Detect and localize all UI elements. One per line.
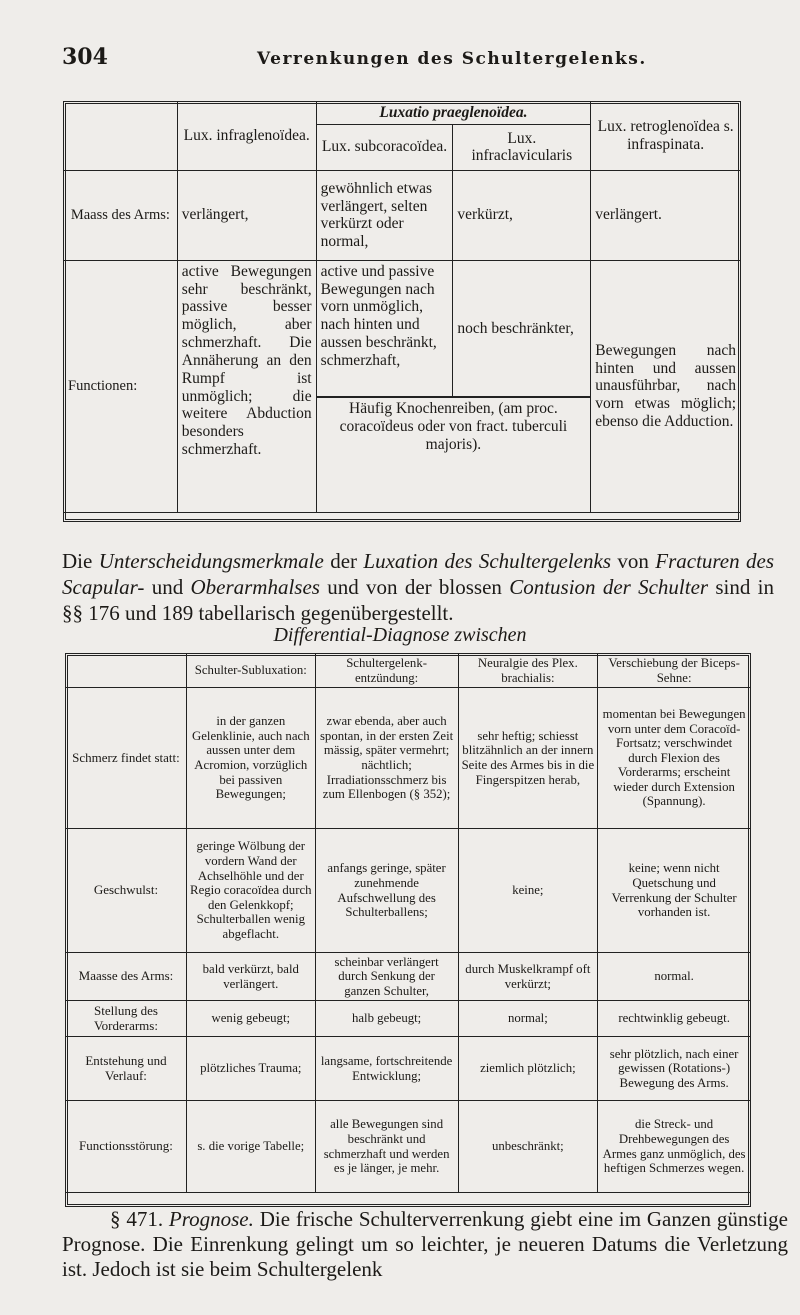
table1-cell: gewöhnlich etwas verlängert, selten verkürzt oder normal, <box>316 170 453 260</box>
page-number: 304 <box>62 44 108 70</box>
paragraph-text: und von der blossen <box>319 575 510 599</box>
table2-cell: normal. <box>598 953 751 1001</box>
table2-cell: die Streck- und Drehbewegungen des Armes ganz unmöglich, des heftigen Schmerzes wegen. <box>598 1101 751 1193</box>
table2-cell: wenig gebeugt; <box>186 1001 315 1037</box>
table1-col-header: Lux. infraclavicularis <box>453 124 591 170</box>
table2-col-header: Schulter-Subluxation: <box>186 654 315 688</box>
table2-row-label: Entstehung und Verlauf: <box>66 1037 187 1101</box>
paragraph-italic: Contusion der Schulter <box>509 575 709 599</box>
table2-row-label: Maasse des Arms: <box>66 953 187 1001</box>
table1-row-label: Maass des Arms: <box>64 170 178 260</box>
paragraph-text: von <box>611 549 656 573</box>
differential-diagnosis-table <box>65 653 751 1193</box>
table1-cell: verlängert, <box>177 170 316 260</box>
section-number: § 471. <box>110 1207 164 1231</box>
table2-col-header: Verschiebung der Biceps-Sehne: <box>598 654 751 688</box>
paragraph-text: Die frische Schulterverrenkung giebt eine im Ganzen günstige Prognose. Die Einrenkung gelingt um so leichter, je neueren Datums die Verletzung ist. Jedoch ist sie beim Schultergelenk <box>62 1207 788 1281</box>
paragraph-italic: Luxation des Schultergelenks <box>363 549 611 573</box>
table2-row-label: Geschwulst: <box>66 829 187 953</box>
table2-cell: momentan bei Bewegungen vorn unter dem Coracoïd-Fortsatz; verschwindet durch Flexion des Vorderarms; erscheint wieder durch Extension (Spannung). <box>598 688 751 829</box>
table2-col-header: Neuralgie des Plex. brachialis: <box>458 654 598 688</box>
table2-row-label: Stellung des Vorderarms: <box>66 1001 187 1037</box>
table2-cell: sehr heftig; schiesst blitzähnlich an der innern Seite des Armes bis in die Fingerspitzen herab, <box>458 688 598 829</box>
table2-cell: langsame, fortschreitende Entwicklung; <box>315 1037 458 1101</box>
table2-corner <box>66 654 187 688</box>
table1-cell: verkürzt, <box>453 170 591 260</box>
table2-cell: bald verkürzt, bald verlängert. <box>186 953 315 1001</box>
table2-cell: zwar ebenda, aber auch spontan, in der ersten Zeit mässig, später vermehrt; nächtlich; Irradiationsschmerz bis zum Ellenbogen (§ 352); <box>315 688 458 829</box>
table2-cell: halb gebeugt; <box>315 1001 458 1037</box>
table1-cell: noch beschränkter, <box>453 260 591 397</box>
table2-cell: in der ganzen Gelenklinie, auch nach aussen unter dem Acromion, vorzüglich bei passiven Bewegungen; <box>186 688 315 829</box>
table1-cell: active und passive Bewegungen nach vorn unmöglich, nach hinten und aussen beschränkt, schmerzhaft, <box>316 260 453 397</box>
table1-cell: active Bewegungen sehr beschränkt, passive besser möglich, aber schmerzhaft. Die Annäherung an den Rumpf ist unmöglich; die weitere Abduction besonders schmerzhaft. <box>177 260 316 512</box>
table2-row-label: Functionsstörung: <box>66 1101 187 1193</box>
table2-cell: keine; wenn nicht Quetschung und Verrenkung der Schulter vorhanden ist. <box>598 829 751 953</box>
running-title: Verrenkungen des Schultergelenks. <box>257 49 647 69</box>
table2-cell: normal; <box>458 1001 598 1037</box>
prognosis-paragraph <box>62 1207 788 1282</box>
table1-col-header: Lux. subcoracoïdea. <box>316 124 453 170</box>
table2-cell: anfangs geringe, später zunehmende Aufschwellung des Schulterballens; <box>315 829 458 953</box>
paragraph-text: und <box>144 575 191 599</box>
running-header <box>62 44 752 74</box>
table1-cell: Bewegungen nach hinten und aussen unausführbar, nach vorn etwas möglich; ebenso die Adduction. <box>591 260 741 512</box>
table2-cell: rechtwinklig gebeugt. <box>598 1001 751 1037</box>
table2-cell: s. die vorige Tabelle; <box>186 1101 315 1193</box>
table2-col-header: Schultergelenk-entzündung: <box>315 654 458 688</box>
paragraph-italic: Fracturen des Scapular- <box>62 549 774 599</box>
table2-cell: scheinbar verlängert durch Senkung der ganzen Schulter, <box>315 953 458 1001</box>
paragraph-italic: Unterscheidungsmerkmale <box>98 549 324 573</box>
table1-row-label: Functionen: <box>64 260 178 512</box>
table1-cell: verlängert. <box>591 170 741 260</box>
table1-col-header: Lux. infraglenoïdea. <box>177 102 316 171</box>
table2-cell: plötzliches Trauma; <box>186 1037 315 1101</box>
paragraph-text: der <box>323 549 364 573</box>
table2-row-label: Schmerz findet statt: <box>66 688 187 829</box>
section-heading: Prognose. <box>168 1207 254 1231</box>
table1-corner <box>64 102 178 171</box>
luxation-comparison-table <box>63 101 741 513</box>
distinction-paragraph <box>62 548 774 626</box>
table2-cell: alle Bewegungen sind beschränkt und schmerzhaft und werden es je länger, je mehr. <box>315 1101 458 1193</box>
paragraph-text: sind in §§ 176 und 189 tabellarisch gegenübergestellt. <box>62 575 774 625</box>
table1-shared-note: Häufig Knochenreiben, (am proc. coracoïdeus oder von fract. tuberculi majoris). <box>316 397 591 512</box>
table2-cell: geringe Wölbung der vordern Wand der Achselhöhle und der Regio coracoïdea durch den Gelenkkopf; Schulterballen wenig abgeflacht. <box>186 829 315 953</box>
paragraph-italic: Oberarmhalses <box>190 575 320 599</box>
table2-cell: ziemlich plötzlich; <box>458 1037 598 1101</box>
table2-cell: unbeschränkt; <box>458 1101 598 1193</box>
paragraph-text: Die <box>62 549 99 573</box>
table2-cell: durch Muskelkrampf oft verkürzt; <box>458 953 598 1001</box>
table2-cell: sehr plötzlich, nach einer gewissen (Rotations-) Bewegung des Arms. <box>598 1037 751 1101</box>
table1-col-header: Lux. retroglenoïdea s. infraspinata. <box>591 102 741 171</box>
table2-cell: keine; <box>458 829 598 953</box>
table1-group-header: Luxatio praeglenoïdea. <box>316 102 591 125</box>
differential-diagnosis-title: Differential-Diagnose zwischen <box>273 624 527 646</box>
